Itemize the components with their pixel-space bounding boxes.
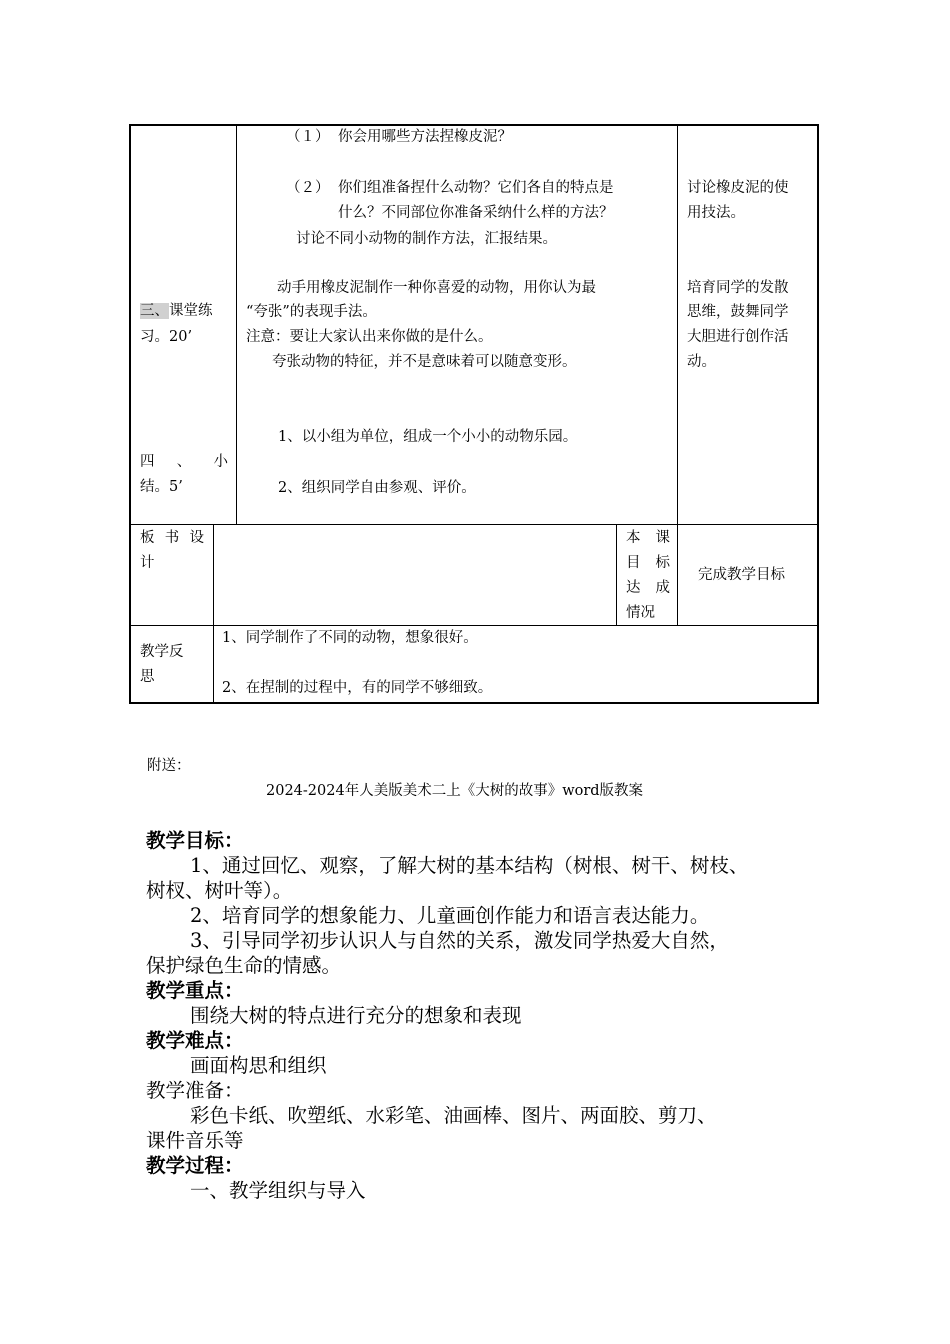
goal-status: 完成教学目标 xyxy=(698,567,785,583)
char: 书 xyxy=(164,530,180,546)
goal-item-2: 2、培育同学的想象能力、儿童画创作能力和语言表达能力。 xyxy=(190,904,710,927)
char: 本 xyxy=(626,530,641,546)
reflection-item-1: 1、同学制作了不同的动物，想象很好。 xyxy=(222,630,478,646)
preparation-text-cont: 课件音乐等 xyxy=(146,1129,244,1152)
table-divider xyxy=(213,524,214,702)
intent-1-text-cont: 用技法。 xyxy=(687,205,745,221)
process-step-1: 一、教学组织与导入 xyxy=(190,1179,366,1202)
char: 标 xyxy=(655,555,670,571)
table-divider xyxy=(236,126,237,524)
reflection-item-2: 2、在捏制的过程中，有的同学不够细致。 xyxy=(222,680,493,696)
note-text: 注意：要让大家认出来你做的是什么。 xyxy=(246,329,493,345)
question-2-text-cont: 什么？不同部位你准备采纳什么样的方法？ xyxy=(338,205,614,221)
preparation-heading: 教学准备： xyxy=(146,1079,244,1102)
char: 四 xyxy=(140,454,155,470)
goal-item-1: 1、通过回忆、观察，了解大树的基本结构（树根、树干、树枝、 xyxy=(190,854,749,877)
char: 达 xyxy=(626,580,641,596)
reflection-label-cont: 思 xyxy=(140,669,155,685)
goal-item-3-cont: 保护绿色生命的情感。 xyxy=(146,954,342,977)
preparation-text: 彩色卡纸、吹塑纸、水彩笔、油画棒、图片、两面胶、剪刀、 xyxy=(190,1104,717,1127)
char: 、 xyxy=(176,454,192,470)
question-2-text: 你们组准备捏什么动物？它们各自的特点是 xyxy=(338,180,614,196)
intent-2-text-cont: 动。 xyxy=(687,354,716,370)
char: 设 xyxy=(189,530,204,546)
board-design-label-cont: 计 xyxy=(140,555,155,571)
question-1-number: （１） xyxy=(286,129,330,145)
section-3-text: 课堂练 xyxy=(169,303,213,319)
summary-item-2: 2、组织同学自由参观、评价。 xyxy=(278,480,476,496)
goal-label-line xyxy=(626,576,670,600)
intent-2-text: 培育同学的发散 xyxy=(687,280,789,296)
table-divider xyxy=(616,524,617,625)
char: 课 xyxy=(655,530,670,546)
table-divider xyxy=(131,524,817,525)
intent-1-text: 讨论橡皮泥的使 xyxy=(687,180,789,196)
intent-2-text-cont: 大胆进行创作活 xyxy=(687,329,789,345)
goal-heading: 教学目标： xyxy=(146,829,244,852)
char: 目 xyxy=(626,555,641,571)
board-design-label xyxy=(140,526,204,550)
section-4-label xyxy=(140,450,228,474)
goal-label-line: 情况 xyxy=(626,605,655,621)
section-3-label xyxy=(140,299,213,323)
section-3-time: 习。20’ xyxy=(140,329,193,345)
appendix-label: 附送： xyxy=(147,758,191,774)
reflection-label: 教学反 xyxy=(140,644,184,660)
discussion-text: 讨论不同小动物的制作方法，汇报结果。 xyxy=(296,231,557,247)
highlighted-text: 三、 xyxy=(140,303,169,319)
key-point-text: 围绕大树的特点进行充分的想象和表现 xyxy=(190,1004,522,1027)
section-4-time: 结。5’ xyxy=(140,479,183,495)
key-point-heading: 教学重点： xyxy=(146,979,244,1002)
difficulty-heading: 教学难点： xyxy=(146,1029,244,1052)
exaggerate-text: 夸张动物的特征，并不是意味着可以随意变形。 xyxy=(272,354,577,370)
char: 板 xyxy=(140,530,155,546)
difficulty-text: 画面构思和组织 xyxy=(190,1054,327,1077)
appendix-title: 2024-2024年人美版美术二上《大树的故事》word版教案 xyxy=(266,783,644,799)
summary-item-1: 1、以小组为单位，组成一个小小的动物乐园。 xyxy=(278,429,578,445)
char: 小 xyxy=(213,454,228,470)
goal-label-line xyxy=(626,526,670,550)
task-text-cont: “夸张”的表现手法。 xyxy=(246,304,377,320)
goal-label-line xyxy=(626,551,670,575)
process-heading: 教学过程： xyxy=(146,1154,244,1177)
goal-item-1-cont: 树杈、树叶等）。 xyxy=(146,879,293,902)
question-2-number: （２） xyxy=(286,180,330,196)
task-text: 动手用橡皮泥制作一种你喜爱的动物，用你认为最 xyxy=(277,280,596,296)
char: 成 xyxy=(655,580,670,596)
table-divider xyxy=(677,126,678,625)
intent-2-text-cont: 思维，鼓舞同学 xyxy=(687,304,789,320)
question-1-text: 你会用哪些方法捏橡皮泥？ xyxy=(338,129,512,145)
goal-item-3: 3、引导同学初步认识人与自然的关系，激发同学热爱大自然， xyxy=(190,929,729,952)
